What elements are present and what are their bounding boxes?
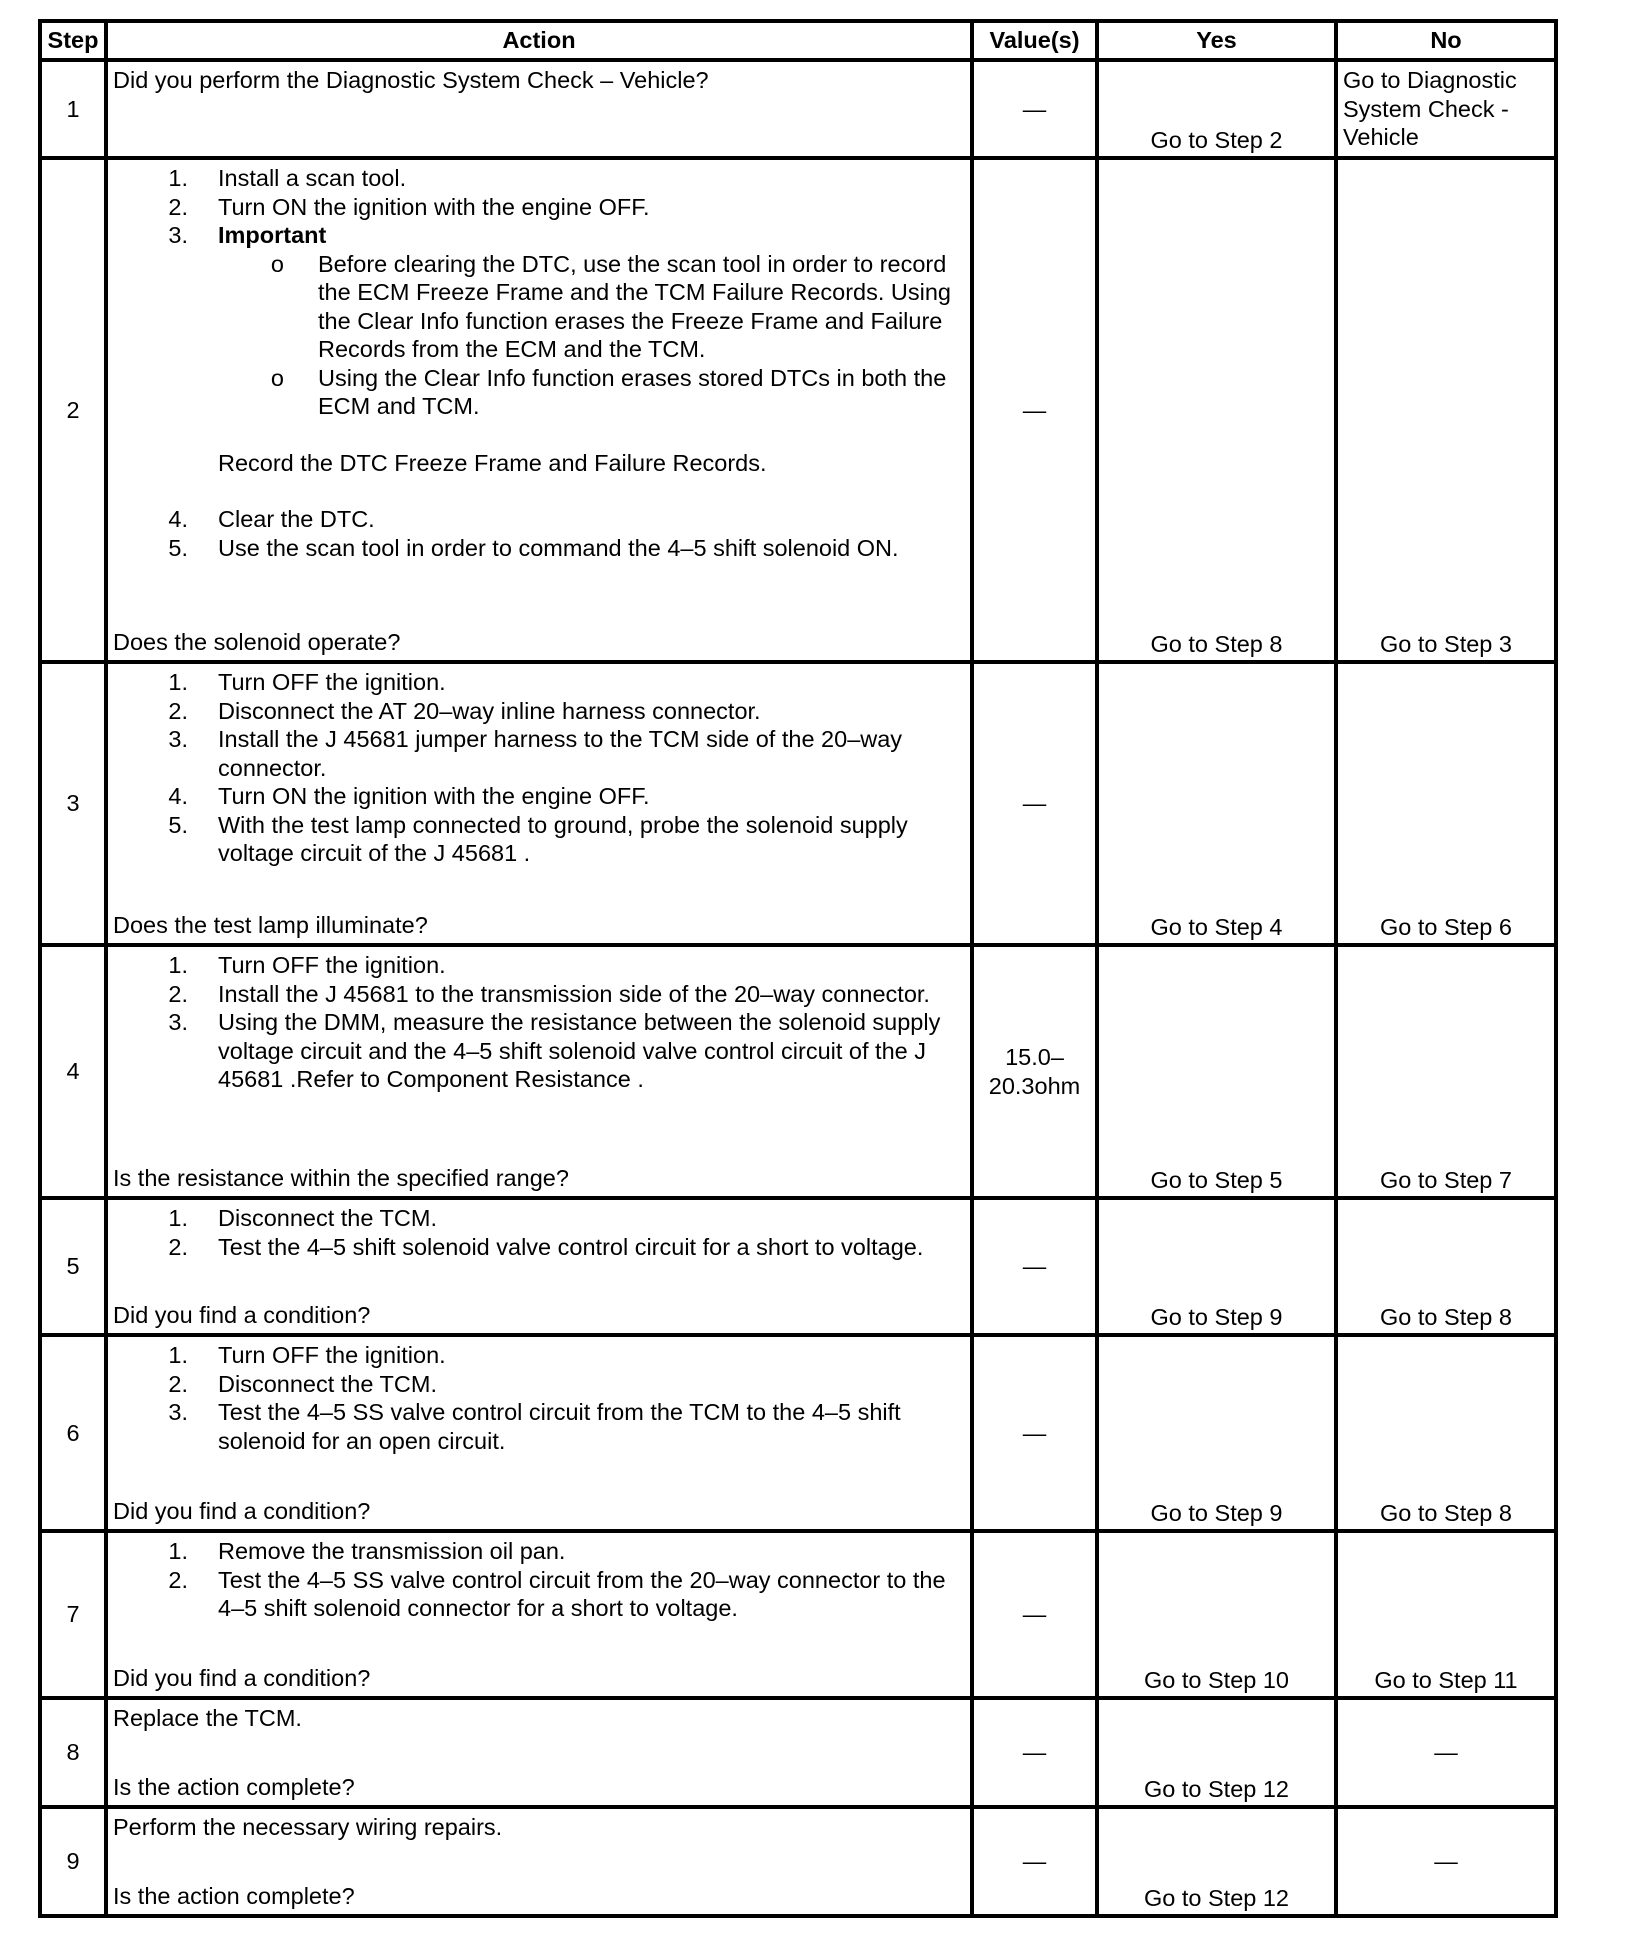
list-item: 3. Important	[113, 221, 966, 250]
important-label: Important	[218, 222, 327, 248]
no-cell	[1336, 945, 1556, 1198]
action-text: Perform the necessary wiring repairs.	[113, 1814, 503, 1840]
no-cell	[1336, 1335, 1556, 1531]
action-cell	[106, 1198, 972, 1335]
yes-cell	[1097, 1698, 1336, 1807]
list-item: 3. Test the 4–5 SS valve control circuit from the TCM to the 4–5 shift solenoid for an open circuit.	[168, 1399, 901, 1454]
action-question: Is the action complete?	[113, 1773, 355, 1800]
yes-cell	[1097, 60, 1336, 158]
list-item: 1. Install a scan tool.	[168, 165, 407, 191]
step-number: 9	[40, 1807, 106, 1916]
action-cell	[106, 60, 972, 158]
value-cell: —	[972, 1335, 1097, 1531]
list-item: 5. Use the scan tool in order to command the 4–5 shift solenoid ON.	[168, 534, 899, 561]
list-item: o Using the Clear Info function erases stored DTCs in both the ECM and TCM.	[270, 364, 947, 419]
important-notes	[113, 250, 966, 421]
step-number: 6	[40, 1335, 106, 1531]
no-link[interactable]: Go to Step 7	[1380, 1166, 1512, 1193]
action-steps	[113, 1204, 966, 1261]
list-item: 2. Install the J 45681 to the transmission side of the 20–way connector.	[168, 980, 930, 1007]
list-item: 2. Test the 4–5 shift solenoid valve control circuit for a short to voltage.	[168, 1233, 924, 1260]
step-number: 8	[40, 1698, 106, 1807]
action-question: Is the resistance within the specified range?	[113, 1164, 569, 1191]
yes-link[interactable]: Go to Step 9	[1150, 1303, 1283, 1330]
yes-cell	[1097, 1335, 1336, 1531]
value-cell: —	[972, 1531, 1097, 1698]
table-row	[40, 945, 1556, 1198]
no-cell	[1336, 60, 1556, 158]
value-line: 20.3ohm	[988, 1072, 1081, 1099]
action-cell	[106, 945, 972, 1198]
yes-cell	[1097, 662, 1336, 945]
no-cell: —	[1336, 1698, 1556, 1807]
no-link[interactable]: Go to Step 6	[1380, 913, 1512, 940]
table-row	[40, 662, 1556, 945]
diagnostic-table	[38, 19, 1558, 1918]
value-cell: —	[972, 60, 1097, 158]
header-row	[40, 21, 1556, 60]
table-row	[40, 1698, 1556, 1807]
no-cell	[1336, 1531, 1556, 1698]
action-cell	[106, 1335, 972, 1531]
no-link[interactable]: Go to Step 3	[1380, 630, 1512, 657]
action-cell	[106, 1531, 972, 1698]
no-link[interactable]: Go to Diagnostic System Check - Vehicle	[1343, 67, 1517, 150]
yes-cell	[1097, 1531, 1336, 1698]
table-row	[40, 158, 1556, 662]
value-cell: —	[972, 662, 1097, 945]
header-no: No	[1336, 21, 1556, 60]
list-item: 2. Test the 4–5 SS valve control circuit from the 20–way connector to the 4–5 shift solenoid connector for a short to voltage.	[168, 1566, 946, 1621]
list-item: o Before clearing the DTC, use the scan tool in order to record the ECM Freeze Frame and the TCM Failure Records. Using the Clear Info function erases the Freeze Frame and Failure Records from the ECM and the TCM.	[270, 250, 951, 362]
action-question: Did you find a condition?	[113, 1664, 371, 1691]
action-question: Does the test lamp illuminate?	[113, 911, 428, 938]
no-link[interactable]: Go to Step 8	[1380, 1499, 1512, 1526]
no-link[interactable]: Go to Step 8	[1380, 1303, 1512, 1330]
list-item: 1. Remove the transmission oil pan.	[168, 1538, 566, 1564]
action-question: Did you perform the Diagnostic System Check – Vehicle?	[113, 67, 709, 93]
list-item: 1. Turn OFF the ignition.	[168, 952, 446, 978]
step-number: 4	[40, 945, 106, 1198]
list-item: 4. Clear the DTC.	[168, 506, 375, 532]
list-item: 2. Disconnect the AT 20–way inline harness connector.	[168, 697, 761, 724]
value-cell: —	[972, 1198, 1097, 1335]
yes-cell	[1097, 158, 1336, 662]
action-steps	[113, 505, 966, 562]
list-item: 3. Install the J 45681 jumper harness to the TCM side of the 20–way connector.	[168, 726, 903, 781]
no-link[interactable]: Go to Step 11	[1374, 1666, 1518, 1693]
step-number: 2	[40, 158, 106, 662]
action-steps	[113, 1537, 966, 1623]
list-item: 1. Turn OFF the ignition.	[168, 1342, 446, 1368]
list-item: 3. Using the DMM, measure the resistance between the solenoid supply voltage circuit and the 4–5 shift solenoid valve control circuit of the J 45681 .Refer to Component Resistance .	[168, 1009, 941, 1092]
yes-link[interactable]: Go to Step 12	[1143, 1884, 1290, 1911]
no-cell	[1336, 662, 1556, 945]
action-question: Did you find a condition?	[113, 1301, 371, 1328]
value-cell: —	[972, 158, 1097, 662]
table-row	[40, 1335, 1556, 1531]
value-cell	[972, 945, 1097, 1198]
yes-cell	[1097, 1198, 1336, 1335]
action-cell	[106, 1698, 972, 1807]
header-step: Step	[40, 21, 106, 60]
yes-link[interactable]: Go to Step 5	[1150, 1166, 1283, 1193]
no-cell	[1336, 158, 1556, 662]
action-steps	[113, 164, 966, 250]
action-cell	[106, 158, 972, 662]
header-yes: Yes	[1097, 21, 1336, 60]
yes-link[interactable]: Go to Step 12	[1143, 1775, 1290, 1802]
step-number: 7	[40, 1531, 106, 1698]
action-cell	[106, 1807, 972, 1916]
list-item: 1. Turn OFF the ignition.	[168, 669, 446, 695]
yes-cell	[1097, 945, 1336, 1198]
list-item: 1. Disconnect the TCM.	[168, 1205, 437, 1231]
yes-link[interactable]: Go to Step 8	[1150, 630, 1283, 657]
value-line: 15.0–	[1005, 1043, 1064, 1070]
action-cell	[106, 662, 972, 945]
table-row	[40, 60, 1556, 158]
yes-link[interactable]: Go to Step 10	[1143, 1666, 1290, 1693]
yes-cell	[1097, 1807, 1336, 1916]
header-action: Action	[106, 21, 972, 60]
yes-link[interactable]: Go to Step 9	[1150, 1499, 1283, 1526]
action-steps	[113, 951, 966, 1094]
step-number: 5	[40, 1198, 106, 1335]
no-cell: —	[1336, 1807, 1556, 1916]
table-row	[40, 1198, 1556, 1335]
step-number: 3	[40, 662, 106, 945]
action-question: Is the action complete?	[113, 1882, 355, 1909]
step-number: 1	[40, 60, 106, 158]
yes-link[interactable]: Go to Step 4	[1150, 913, 1283, 940]
action-question: Did you find a condition?	[113, 1497, 371, 1524]
action-text: Replace the TCM.	[113, 1705, 302, 1731]
action-question: Does the solenoid operate?	[113, 628, 401, 655]
action-note: Record the DTC Freeze Frame and Failure Records.	[218, 449, 767, 476]
no-cell	[1336, 1198, 1556, 1335]
yes-link[interactable]: Go to Step 2	[1150, 126, 1283, 153]
value-cell: —	[972, 1698, 1097, 1807]
table-row	[40, 1807, 1556, 1916]
value-cell: —	[972, 1807, 1097, 1916]
list-item: 4. Turn ON the ignition with the engine OFF.	[168, 783, 650, 809]
table-row	[40, 1531, 1556, 1698]
list-item: 5. With the test lamp connected to ground, probe the solenoid supply voltage circuit of the J 45681 .	[168, 811, 908, 866]
list-item: 2. Turn ON the ignition with the engine OFF.	[168, 193, 650, 220]
list-item: 2. Disconnect the TCM.	[168, 1370, 437, 1397]
action-steps	[113, 1341, 966, 1455]
header-values: Value(s)	[972, 21, 1097, 60]
action-steps	[113, 668, 966, 868]
